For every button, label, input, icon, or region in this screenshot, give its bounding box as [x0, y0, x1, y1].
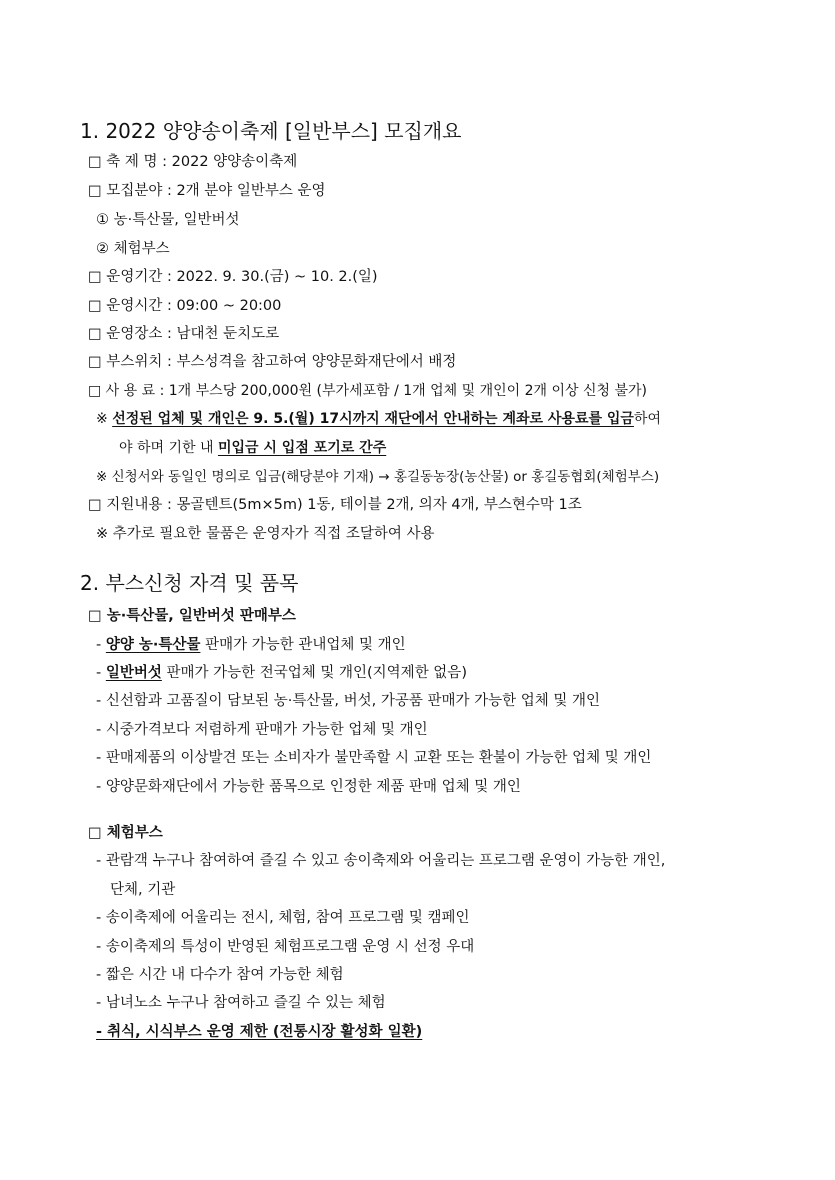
- experience-criteria-5: - 남녀노소 누구나 참여하고 즐길 수 있는 체험: [96, 995, 386, 1011]
- sales-criteria-1: [96, 635, 406, 655]
- deposit-notice: ※ 신청서와 동일인 명의로 입금(해당분야 기재) → 홍길동농장(농산물) or 홍길동협회(체험부스): [96, 469, 660, 485]
- sales-criteria-3: - 신선함과 고품질이 담보된 농·특산물, 버섯, 가공품 판매가 가능한 업체 및 개인: [96, 693, 600, 709]
- payment-deadline: 선정된 업체 및 개인은 9. 5.(월) 17시까지 재단에서 안내하는 계좌로 사용료를 입금: [112, 411, 634, 427]
- payment-notice-tail: 하여: [633, 411, 661, 427]
- operation-period: □ 운영기간 : 2022. 9. 30.(금) ~ 10. 2.(일): [88, 269, 378, 285]
- recruit-fields: □ 모집분야 : 2개 분야 일반부스 운영: [88, 183, 326, 199]
- sales-criteria-5: - 판매제품의 이상발견 또는 소비자가 불만족할 시 교환 또는 환불이 가능한 업체 및 개인: [96, 750, 652, 766]
- general-mushroom-label: 일반버섯: [105, 665, 162, 681]
- experience-booth-heading: □ 체험부스: [88, 825, 163, 841]
- festival-name: □ 축 제 명 : 2022 양양송이축제: [88, 154, 298, 170]
- section1-title: 1. 2022 양양송이축제 [일반부스] 모집개요: [80, 119, 462, 143]
- sales-booth-heading: □ 농·특산물, 일반버섯 판매부스: [88, 608, 296, 624]
- experience-criteria-3: - 송이축제의 특성이 반영된 체험프로그램 운영 시 선정 우대: [96, 939, 475, 955]
- experience-criteria-1: - 관람객 누구나 참여하여 즐길 수 있고 송이축제와 어울리는 프로그램 운영이 가능한 개인,: [96, 853, 666, 869]
- forfeit-warning: 미입금 시 입점 포기로 간주: [217, 440, 387, 456]
- local-products-label: 양양 농·특산물: [105, 637, 201, 653]
- sales-criteria-2: [96, 663, 467, 683]
- usage-fee: □ 사 용 료 : 1개 부스당 200,000원 (부가세포함 / 1개 업체 및 개인이 2개 이상 신청 불가): [88, 383, 647, 399]
- extra-items-notice: ※ 추가로 필요한 물품은 운영자가 직접 조달하여 사용: [96, 526, 435, 542]
- field-item-1: ① 농·특산물, 일반버섯: [96, 212, 240, 228]
- sales-criteria-1-rest: 판매가 가능한 관내업체 및 개인: [200, 637, 406, 653]
- dash: -: [96, 637, 106, 653]
- experience-criteria-4: - 짧은 시간 내 다수가 참여 가능한 체험: [96, 967, 344, 983]
- sales-criteria-2-rest: 판매가 가능한 전국업체 및 개인(지역제한 없음): [161, 665, 467, 681]
- section2-title: 2. 부스신청 자격 및 품목: [80, 571, 299, 595]
- support-items: □ 지원내용 : 몽골텐트(5m×5m) 1동, 테이블 2개, 의자 4개, 부스현수막 1조: [88, 497, 582, 513]
- payment-notice-prefix: 야 하며 기한 내: [119, 440, 218, 456]
- notice-mark: ※: [96, 411, 113, 427]
- dash: -: [96, 665, 106, 681]
- experience-criteria-6: - 취식, 시식부스 운영 제한 (전통시장 활성화 일환): [96, 1024, 423, 1040]
- experience-criteria-2: - 송이축제에 어울리는 전시, 체험, 참여 프로그램 및 캠페인: [96, 910, 470, 926]
- sales-criteria-4: - 시중가격보다 저렴하게 판매가 가능한 업체 및 개인: [96, 722, 428, 738]
- operation-hours: □ 운영시간 : 09:00 ~ 20:00: [88, 298, 282, 314]
- payment-notice-line2: [119, 438, 386, 458]
- sales-criteria-6: - 양양문화재단에서 가능한 품목으로 인정한 제품 판매 업체 및 개인: [96, 779, 521, 795]
- booth-location: □ 부스위치 : 부스성격을 참고하여 양양문화재단에서 배정: [88, 354, 457, 370]
- operation-place: □ 운영장소 : 남대천 둔치도로: [88, 326, 280, 342]
- experience-criteria-1-cont: 단체, 기관: [110, 882, 176, 898]
- field-item-2: ② 체험부스: [96, 241, 170, 257]
- payment-notice: [96, 409, 661, 429]
